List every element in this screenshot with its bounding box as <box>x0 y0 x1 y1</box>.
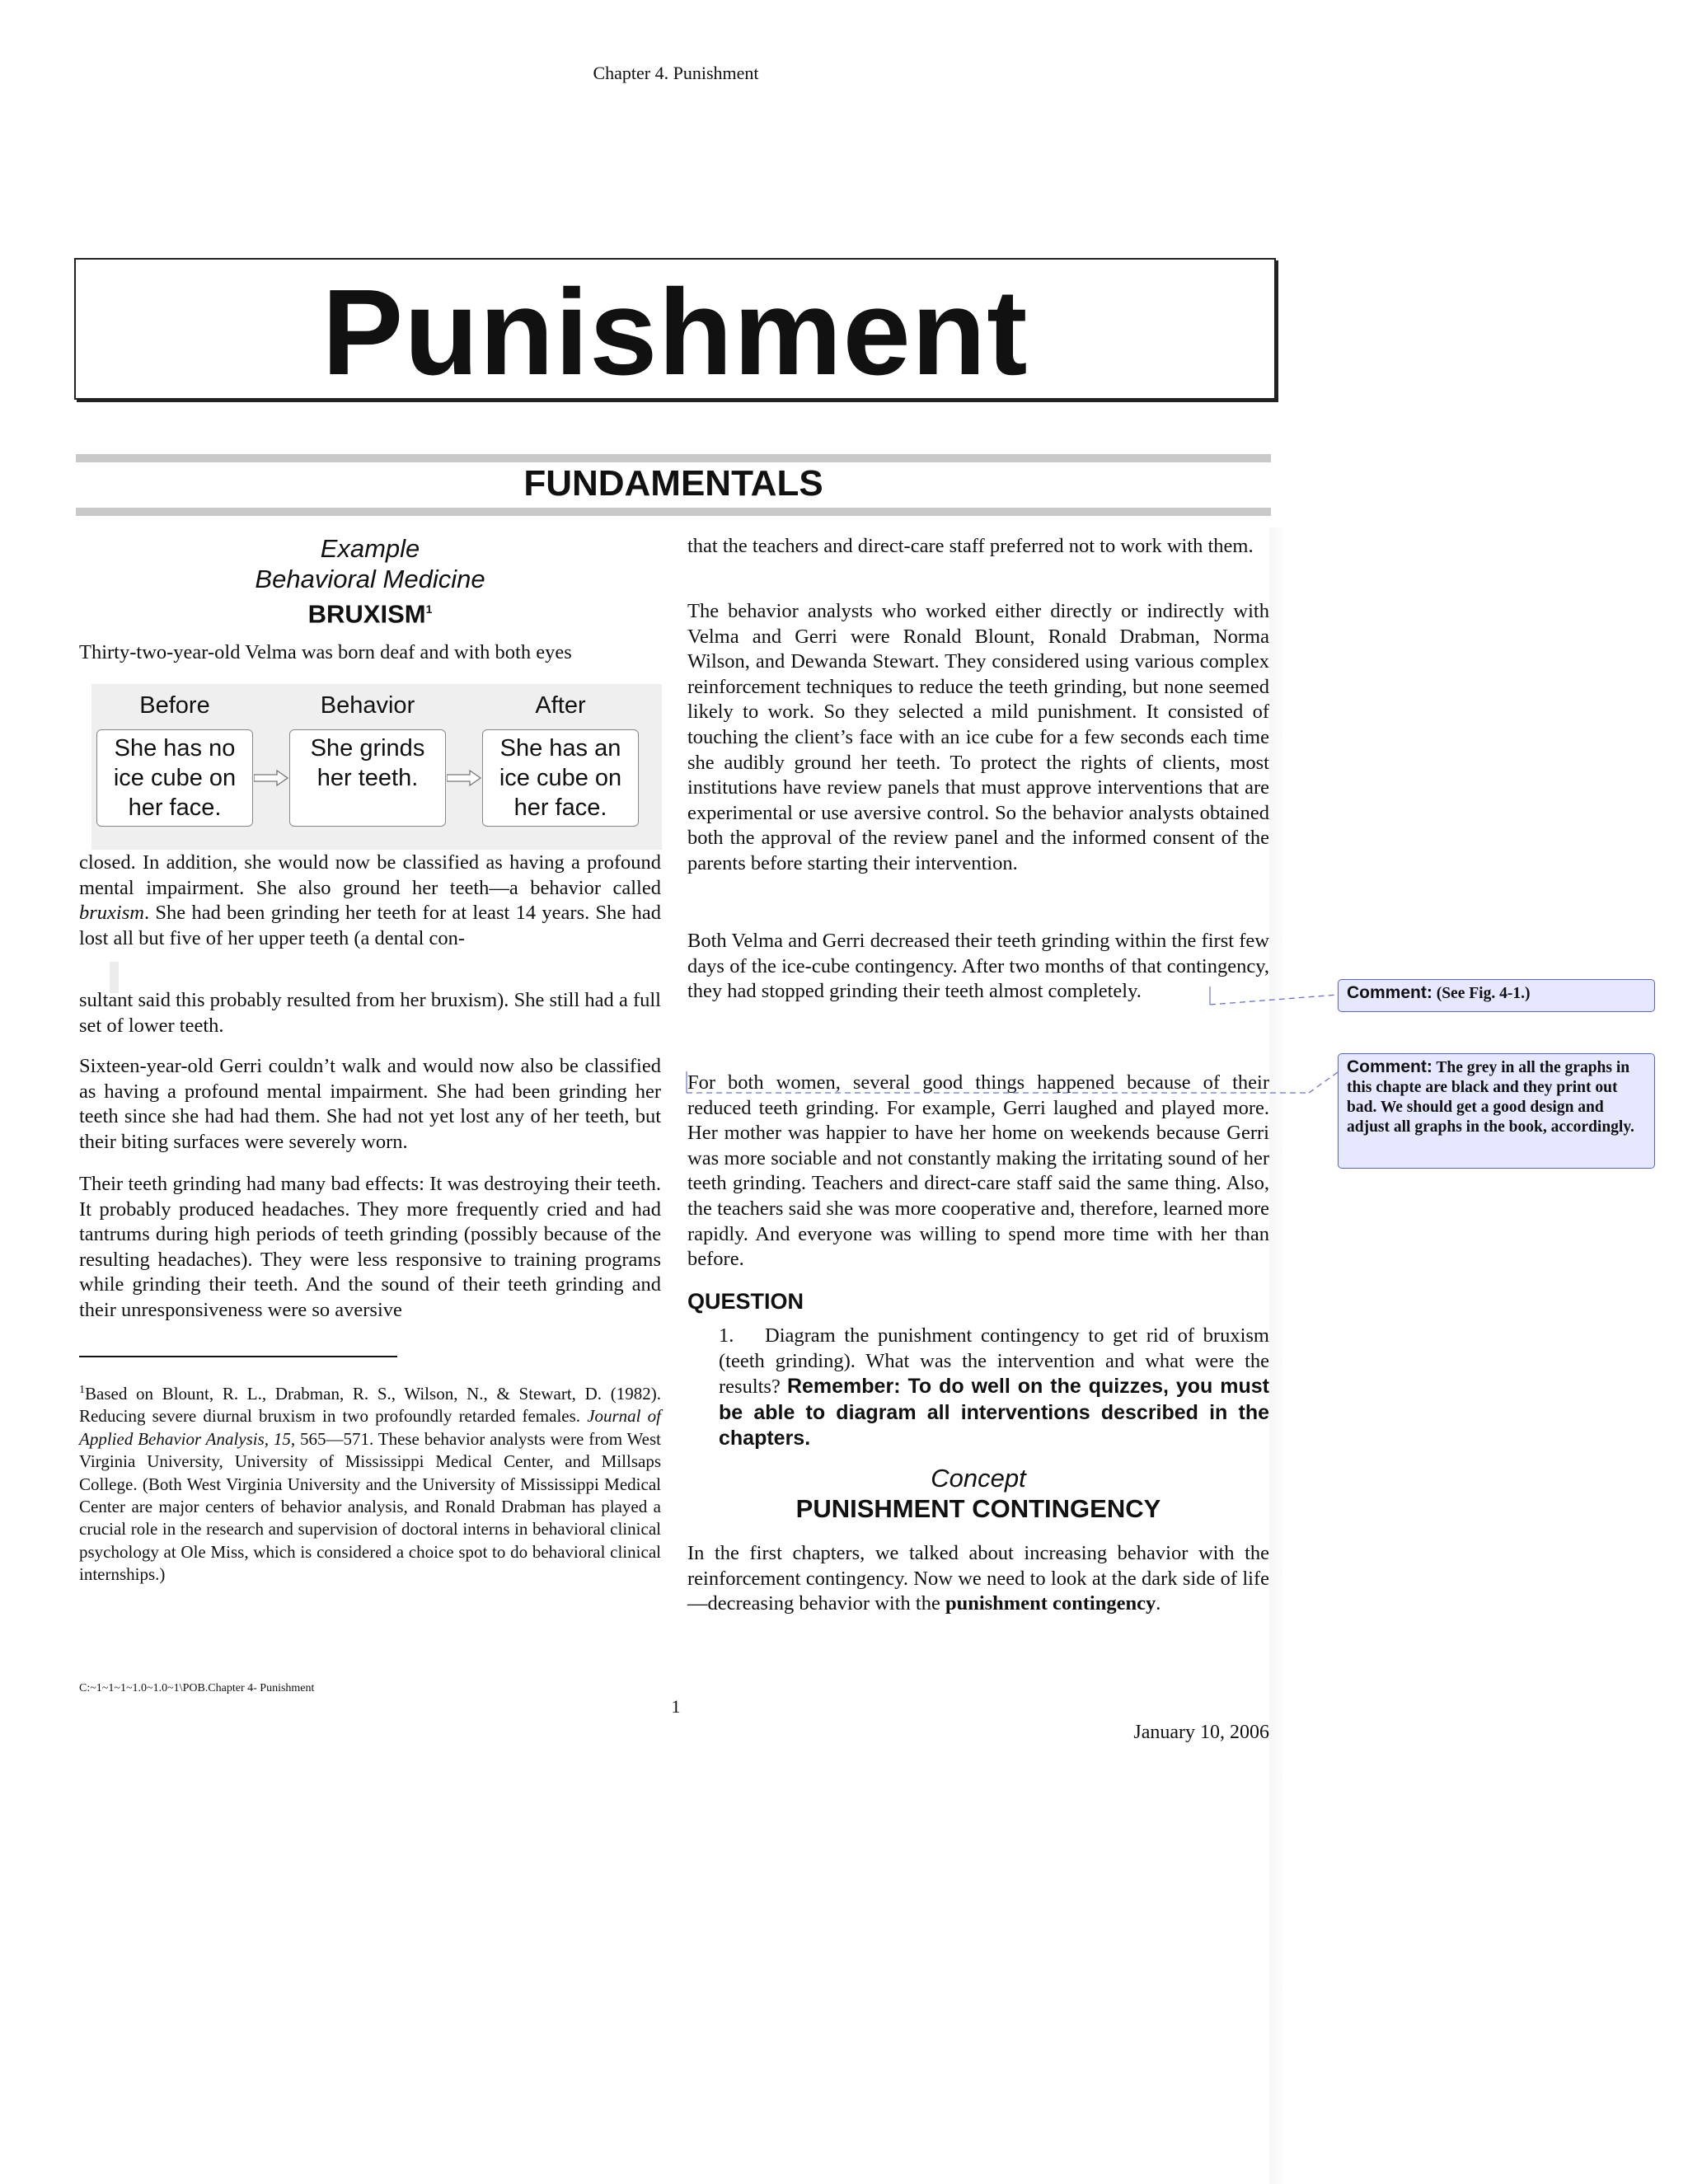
comment-balloon[interactable] <box>1338 1053 1655 1169</box>
diagram-box-line: her face. <box>513 794 607 821</box>
gerri-paragraph: Sixteen-year-old Gerri couldn’t walk and would now also be classified as having a profound mental impairment. She had been grinding her teeth since she had had them. She had not yet lost any of her teeth, but their biting surfaces were severely worn. <box>79 1055 661 1153</box>
diagram-box-line: She has an <box>499 735 621 762</box>
comment-text: (See Fig. 4-1.) <box>1432 985 1531 1002</box>
question-heading: QUESTION <box>687 1289 804 1314</box>
question-number: 1. <box>719 1324 734 1347</box>
comment-connector <box>1210 995 1338 1005</box>
concept-title: PUNISHMENT CONTINGENCY <box>795 1494 1161 1523</box>
question-reminder: Remember: To do well on the quizzes, you must be able to diagram all interventions described in the chapters. <box>719 1375 1269 1451</box>
text-run: In the first chapters, we talked about increasing behavior with the reinforcement contingency. Now we need to look at the dark side of life—decreasing behavior with the <box>687 1542 1269 1615</box>
chapter-title: Punishment <box>321 265 1029 401</box>
italic-term: bruxism <box>79 902 144 925</box>
footnote-ref: 1 <box>425 602 433 616</box>
example-type: Example <box>320 534 420 563</box>
analysts-paragraph: The behavior analysts who worked either directly or indirectly with Velma and Gerri were Ronald Blount, Ronald Drabman, Norma Wilson, and Dewanda Stewart. They considered using various complex reinforcement techniques to reduce the teeth grinding, but none seemed likely to work. So they selected a mild punishment. It consisted of touching the client’s face with an ice cube for a few seconds each time she audibly ground her teeth. To protect the rights of clients, most institutions have review panels that must approve interventions that are experimental or use aversive control. So the behavior analysts obtained both the approval of the review panel and the informed consent of the parents before starting their intervention. <box>687 600 1269 874</box>
effects-paragraph: Their teeth grinding had many bad effects: It was destroying their teeth. It probably produced headaches. They more frequently cried and had tantrums during high periods of teeth grinding (possibly because of the resulting headaches). They were less responsive to training programs while grinding their teeth. And the sound of their teeth grinding and their unresponsiveness were so aversive <box>79 1173 661 1321</box>
text-run: closed. In addition, she would now be classified as having a profound mental impairment. She also ground her teeth—a behavior called <box>79 851 661 899</box>
running-head: Chapter 4. Punishment <box>593 63 759 83</box>
velma-paragraph-end: sultant said this probably resulted from her bruxism). She still had a full set of lower teeth. <box>79 989 661 1037</box>
question-text: Diagram the punishment contingency to get rid of bruxism (teeth grinding). What was the intervention and what were the results? <box>719 1324 1269 1399</box>
diagram-box-line: She grinds <box>310 735 425 762</box>
diagram-header-behavior: Behavior <box>320 692 415 719</box>
text-run: , 565—571. These behavior analysts were from West Virginia University, University of Mississippi Medical Center, and Millsaps College. (Both West Virginia University and the University of Mississippi Medical Center are major centers of behavior analysis, and Ronald Drabman has played a crucial role in the research and supervision of doctoral interns in behavioral clinical psychology at Ole Miss, which is considered a choice spot to do behavioral clinical internships.) <box>79 1428 661 1585</box>
diagram-header-before: Before <box>139 692 210 719</box>
footnote-number: 1 <box>79 1384 85 1396</box>
example-area: Behavioral Medicine <box>255 565 485 593</box>
section-heading: FUNDAMENTALS <box>523 463 823 504</box>
text-run: Based on Blount, R. L., Drabman, R. S., Wilson, N., & Stewart, D. (1982). Reducing severe diurnal bruxism in two profoundly retarded females. <box>79 1384 661 1427</box>
results-paragraph: Both Velma and Gerri decreased their teeth grinding within the first few days of the ice-cube contingency. After two months of that contingency, they had stopped grinding their teeth almost completely. <box>687 930 1269 1003</box>
comment-text: The grey in all the graphs in this chapte are black and they print out bad. We should get a good design and adjust all graphs in the book, accordingly. <box>1347 1059 1634 1136</box>
file-path-footer: C:~1~1~1~1.0~1.0~1\POB.Chapter 4- Punishment <box>79 1682 315 1694</box>
bold-term: punishment contingency <box>945 1592 1156 1615</box>
diagram-header-after: After <box>535 692 586 719</box>
text-run: . She had been grinding her teeth for at least 14 years. She had lost all but five of her upper teeth (a dental con- <box>79 902 661 949</box>
comment-connector <box>1309 1072 1338 1093</box>
diagram-box-line: ice cube on <box>113 765 237 791</box>
diagram-box-line: She has no <box>114 735 236 762</box>
diagram-box-line: ice cube on <box>499 765 622 791</box>
page-number: 1 <box>671 1696 681 1717</box>
velma-intro: Thirty-two-year-old Velma was born deaf and with both eyes <box>79 641 572 663</box>
concept-label: Concept <box>931 1464 1026 1493</box>
example-title-text: BRUXISM <box>307 599 426 629</box>
diagram-box-line: her face. <box>128 794 222 821</box>
benefits-paragraph: For both women, several good things happened because of their reduced teeth grinding. For example, Gerri laughed and played more. Her mother was happier to have her home on weekends because Gerri was more sociable and not constantly making the irritating sound of her teeth grinding. Teachers and direct-care staff said the same thing. Also, the teachers said she was more cooperative and, therefore, learned more rapidly. And everyone was willing to spend more time with her than before. <box>687 1071 1269 1271</box>
text-run: . <box>1156 1592 1161 1615</box>
journal-title: Journal of Applied Behavior Analysis, 15 <box>79 1406 661 1449</box>
page-date: January 10, 2006 <box>1133 1722 1269 1743</box>
comment-balloon[interactable] <box>1338 979 1655 1012</box>
diagram-box-line: her teeth. <box>316 765 419 791</box>
comment-label: Comment: <box>1347 983 1432 1002</box>
staff-paragraph-end: that the teachers and direct-care staff preferred not to work with them. <box>687 535 1254 557</box>
comment-label: Comment: <box>1347 1057 1432 1076</box>
